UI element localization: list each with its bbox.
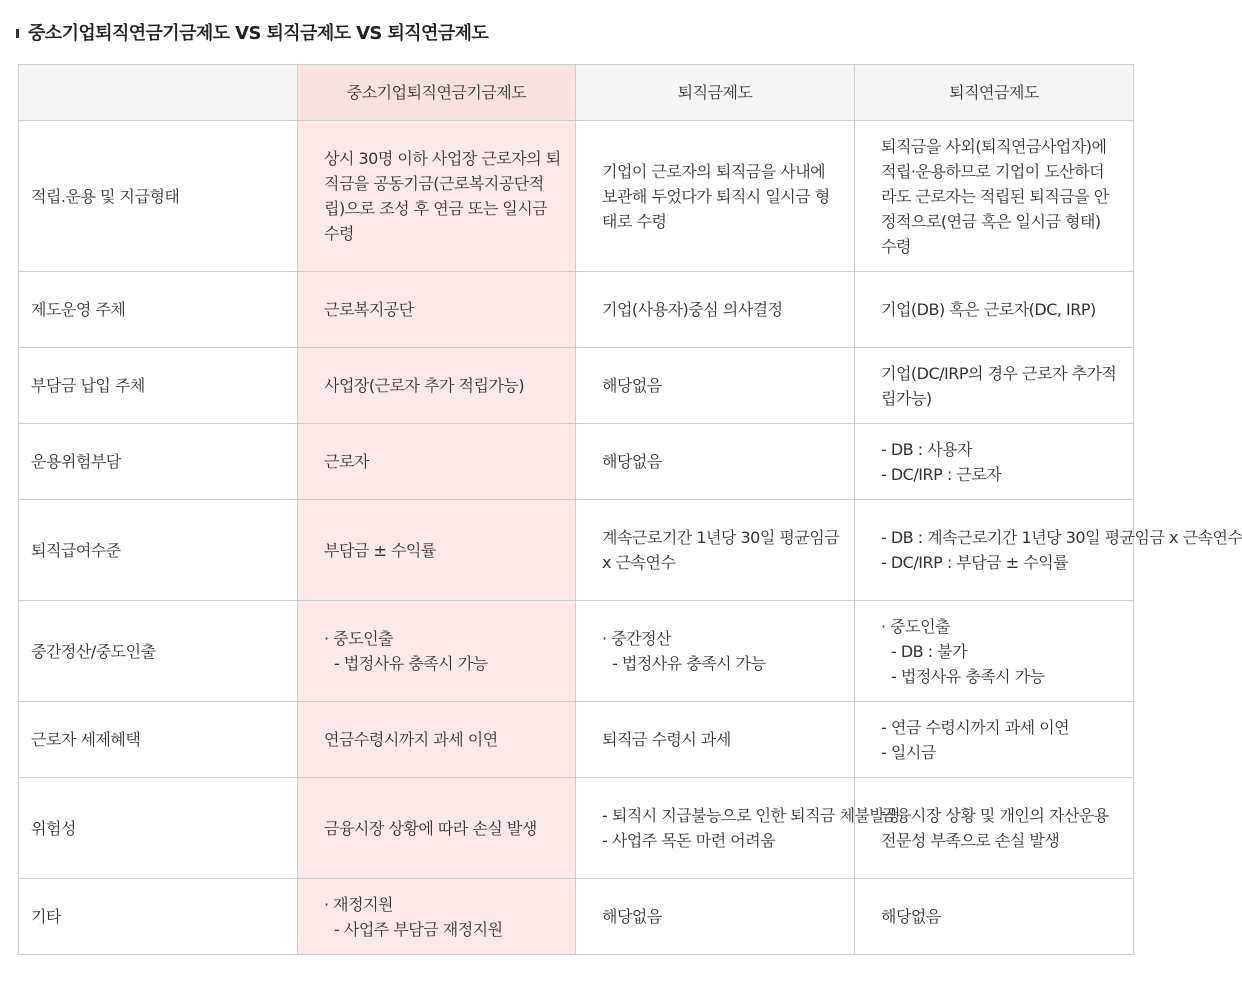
table-row [19, 424, 1134, 500]
table-row [19, 601, 1134, 702]
table-cell: 금융시장 상황 및 개인의 자산운용 전문성 부족으로 손실 발생 [855, 778, 1134, 879]
table-cell: 금융시장 상황에 따라 손실 발생 [298, 778, 576, 879]
cell-line: - 법정사유 충족시 가능 [612, 654, 766, 673]
table-cell: 기업(사용자)중심 의사결정 [576, 272, 855, 348]
cell-line: · 중간정산 [602, 629, 671, 648]
cell-line: - DB : 불가 [891, 641, 968, 661]
table-cell: 기업이 근로자의 퇴직금을 사내에 보관해 두었다가 퇴직시 일시금 형태로 수령 [576, 121, 855, 272]
cell-line: · 중도인출 [881, 616, 950, 636]
table-cell [298, 879, 576, 955]
table-cell: 해당없음 [576, 348, 855, 424]
page-title-block [16, 18, 488, 46]
cell-line: - DC/IRP : 부담금 ± 수익률 [881, 553, 1069, 572]
row-label: 운용위험부담 [19, 424, 298, 500]
table-cell: 상시 30명 이하 사업장 근로자의 퇴직금을 공동기금(근로복지공단적립)으로 조성 후 연금 또는 일시금 수령 [298, 121, 576, 272]
cell-line: - 연금 수령시까지 과세 이연 [881, 717, 1070, 737]
header-severance: 퇴직금제도 [576, 65, 855, 121]
cell-line: - 일시금 [881, 742, 936, 762]
table-cell: 퇴직금을 사외(퇴직연금사업자)에 적립·운용하므로 기업이 도산하더라도 근로자는 적립된 퇴직금을 안정적으로(연금 혹은 일시금 형태) 수령 [855, 121, 1134, 272]
header-sme-fund: 중소기업퇴직연금기금제도 [298, 65, 576, 121]
row-label: 제도운영 주체 [19, 272, 298, 348]
table-cell: 해당없음 [576, 879, 855, 955]
row-label: 기타 [19, 879, 298, 955]
cell-line: · 중도인출 [324, 629, 393, 648]
page-title: 중소기업퇴직연금기금제도 VS 퇴직금제도 VS 퇴직연금제도 [28, 23, 489, 44]
table-row [19, 500, 1134, 601]
row-label: 중간정산/중도인출 [19, 601, 298, 702]
header-corner-cell [19, 65, 298, 121]
cell-line: - 사업주 부담금 재정지원 [334, 919, 503, 939]
table-row [19, 272, 1134, 348]
row-label: 적립.운용 및 지급형태 [19, 121, 298, 272]
table-header-row [19, 65, 1134, 121]
table-row [19, 778, 1134, 879]
row-label: 부담금 납입 주체 [19, 348, 298, 424]
table-cell [576, 778, 900, 879]
table-row [19, 121, 1134, 272]
table-row [19, 879, 1134, 955]
table-cell: 계속근로기간 1년당 30일 평균임금 x 근속연수 [576, 500, 855, 601]
table-cell [855, 424, 1134, 500]
table-cell: 근로자 [298, 424, 576, 500]
table-cell: 연금수령시까지 과세 이연 [298, 702, 576, 778]
table-cell [298, 601, 576, 702]
cell-line: - DC/IRP : 근로자 [881, 464, 1002, 484]
comparison-table [18, 64, 1242, 955]
cell-line: - 법정사유 충족시 가능 [891, 666, 1045, 686]
row-label: 위험성 [19, 778, 298, 879]
cell-line: - DB : 사용자 [881, 439, 973, 459]
header-pension: 퇴직연금제도 [855, 65, 1134, 121]
table-cell: 기업(DC/IRP의 경우 근로자 추가적립가능) [855, 348, 1134, 424]
table-row [19, 702, 1134, 778]
cell-line: - 퇴직시 지급불능으로 인한 퇴직금 체불발생 [602, 806, 900, 825]
cell-line: · 재정지원 [324, 894, 393, 914]
table-cell [576, 601, 855, 702]
table-cell [855, 702, 1134, 778]
table-cell: 기업(DB) 혹은 근로자(DC, IRP) [855, 272, 1134, 348]
table-cell [855, 500, 1242, 601]
row-label: 근로자 세제혜택 [19, 702, 298, 778]
cell-line: - 사업주 목돈 마련 어려움 [602, 831, 776, 850]
cell-line: - DB : 계속근로기간 1년당 30일 평균임금 x 근속연수 [881, 528, 1242, 547]
table-row [19, 348, 1134, 424]
table-cell: 근로복지공단 [298, 272, 576, 348]
table-cell: 퇴직금 수령시 과세 [576, 702, 855, 778]
table-cell: 부담금 ± 수익률 [298, 500, 576, 601]
table-cell: 사업장(근로자 추가 적립가능) [298, 348, 576, 424]
title-bullet-mark [16, 29, 19, 38]
table-cell: 해당없음 [855, 879, 1134, 955]
cell-line: - 법정사유 충족시 가능 [334, 654, 488, 673]
row-label: 퇴직급여수준 [19, 500, 298, 601]
table-cell [855, 601, 1134, 702]
table-cell: 해당없음 [576, 424, 855, 500]
